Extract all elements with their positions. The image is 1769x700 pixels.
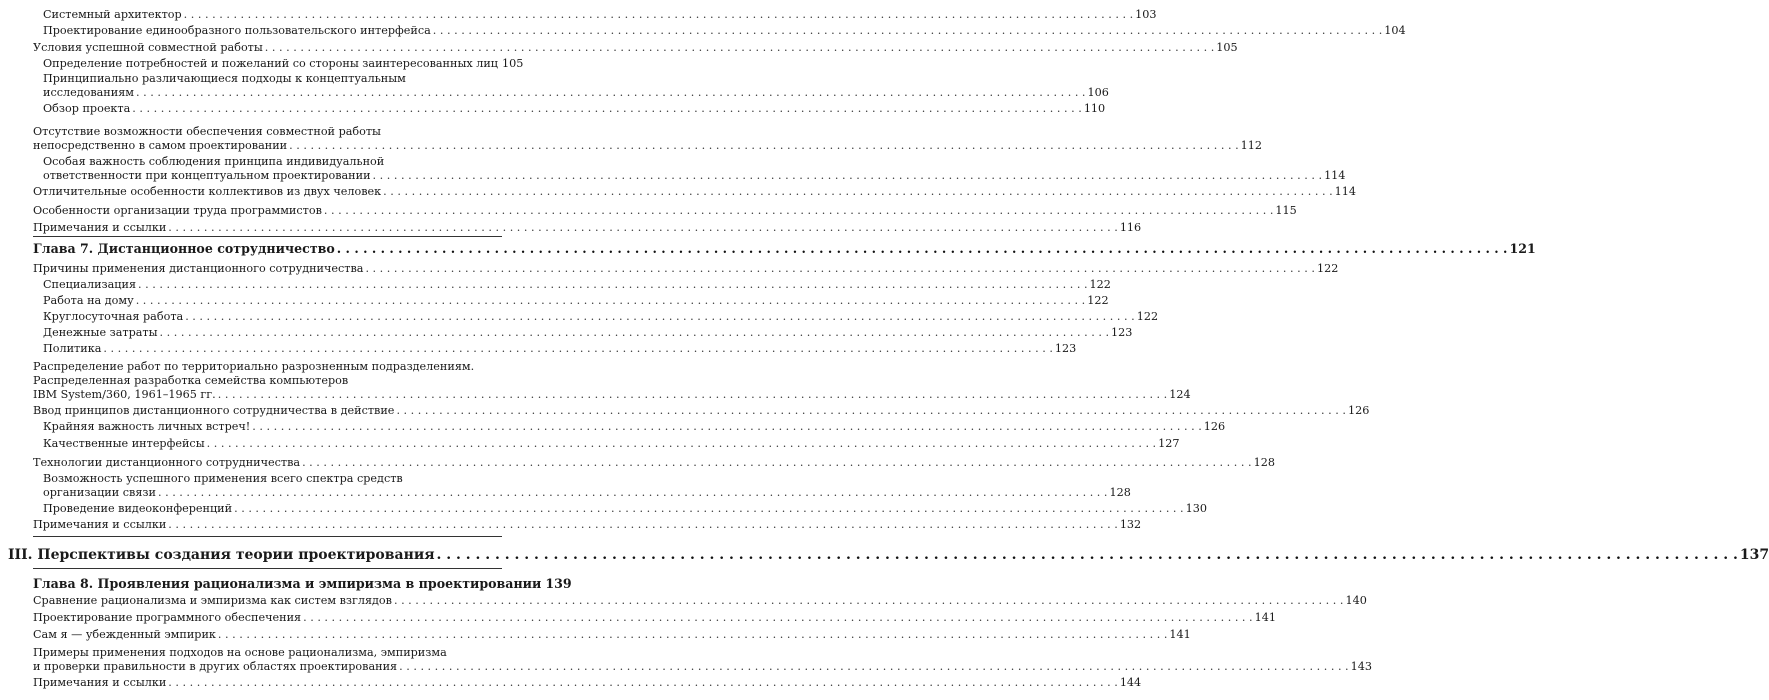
toc-subsection-entry[interactable] bbox=[0, 310, 1159, 324]
toc-entry-title-line: Возможность успешного применения всего спектра средств bbox=[43, 472, 403, 485]
toc-page-number: 144 bbox=[1119, 676, 1142, 689]
dot-leader bbox=[324, 204, 1274, 218]
toc-entry-row bbox=[43, 420, 1226, 434]
toc-page-number: 122 bbox=[1136, 310, 1159, 323]
toc-entry-row bbox=[33, 518, 1142, 532]
toc-section-entry[interactable] bbox=[0, 594, 1367, 608]
toc-entry-title: Условия успешной совместной работы bbox=[33, 41, 263, 54]
toc-entry-title-line: Принципиально различающиеся подходы к концептуальным bbox=[43, 72, 406, 85]
toc-entry-title: Проектирование единообразного пользовательского интерфейса bbox=[43, 24, 431, 37]
toc-entry-title: организации связи bbox=[43, 486, 156, 499]
dot-leader bbox=[396, 404, 1346, 418]
toc-page-number: 124 bbox=[1169, 388, 1191, 401]
dot-leader bbox=[218, 388, 1168, 402]
toc-entry-row bbox=[33, 594, 1367, 608]
toc-page-number: 116 bbox=[1119, 221, 1142, 234]
toc-page-number: 128 bbox=[1109, 486, 1131, 499]
dot-leader bbox=[185, 310, 1135, 324]
toc-subsection-entry[interactable] bbox=[0, 420, 1226, 434]
toc-part-heading[interactable] bbox=[0, 546, 1769, 564]
toc-entry-title: исследованиям bbox=[43, 86, 134, 99]
toc-entry-title: Работа на дому bbox=[43, 294, 134, 307]
toc-page-number: 140 bbox=[1345, 594, 1367, 607]
dot-leader bbox=[265, 41, 1215, 55]
toc-page-number: 104 bbox=[1384, 24, 1406, 37]
dot-leader bbox=[365, 262, 1315, 276]
toc-entry-title: Особенности организации труда программистов bbox=[33, 204, 322, 217]
toc-subsection-entry[interactable] bbox=[0, 72, 1109, 100]
toc-entry-row bbox=[43, 8, 1157, 22]
toc-entry-title: III. Перспективы создания теории проектирования bbox=[8, 547, 435, 563]
toc-entry-row bbox=[33, 185, 1357, 199]
toc-entry-title: и проверки правильности в других областях проектирования bbox=[33, 660, 398, 673]
toc-section-entry[interactable] bbox=[0, 676, 1142, 690]
dot-leader bbox=[160, 326, 1110, 340]
toc-entry-title: Проведение видеоконференций bbox=[43, 502, 233, 515]
dot-leader bbox=[394, 594, 1344, 608]
toc-entry-title: Примечания и ссылки bbox=[33, 221, 167, 234]
toc-page-number: 127 bbox=[1158, 437, 1180, 450]
section-divider bbox=[33, 236, 502, 237]
toc-subsection-entry[interactable] bbox=[0, 24, 1406, 38]
dot-leader bbox=[218, 628, 1168, 642]
toc-page-number: 123 bbox=[1111, 326, 1133, 339]
toc-section-entry[interactable] bbox=[0, 221, 1142, 235]
toc-entry-title: Сравнение рационализма и эмпиризма как систем взглядов bbox=[33, 594, 392, 607]
toc-page-number: 126 bbox=[1347, 404, 1370, 417]
toc-entry-row bbox=[33, 628, 1191, 642]
toc-page-number: 122 bbox=[1089, 278, 1111, 291]
toc-entry-title-line: Отсутствие возможности обеспечения совместной работы bbox=[33, 125, 381, 138]
toc-page-number: 114 bbox=[1324, 169, 1346, 182]
dot-leader bbox=[373, 169, 1323, 183]
toc-entry-title: Примечания и ссылки bbox=[33, 518, 167, 531]
toc-entry-title: Определение потребностей и пожеланий со стороны заинтересованных лиц bbox=[43, 57, 498, 70]
toc-page-number: 130 bbox=[1185, 502, 1207, 515]
toc-section-entry[interactable] bbox=[0, 41, 1238, 55]
dot-leader bbox=[433, 24, 1383, 38]
toc-page-number: 137 bbox=[1739, 547, 1769, 563]
toc-entry-title: Глава 8. Проявления рационализма и эмпиризма в проектировании bbox=[33, 576, 542, 591]
dot-leader bbox=[184, 8, 1134, 22]
toc-section-entry[interactable] bbox=[0, 360, 1191, 402]
dot-leader bbox=[138, 278, 1088, 292]
toc-entry-title: Отличительные особенности коллективов из двух человек bbox=[33, 185, 382, 198]
toc-entry-row bbox=[33, 41, 1238, 55]
toc-section-entry[interactable] bbox=[0, 185, 1357, 199]
dot-leader bbox=[302, 456, 1252, 470]
dot-leader bbox=[383, 185, 1333, 199]
toc-entry-title: Крайняя важность личных встреч! bbox=[43, 420, 251, 433]
toc-page-number: 112 bbox=[1240, 139, 1262, 152]
toc-page-number: 105 bbox=[1216, 41, 1238, 54]
toc-section-entry[interactable] bbox=[0, 518, 1142, 532]
toc-entry-row bbox=[43, 502, 1207, 516]
dot-leader bbox=[168, 676, 1118, 690]
toc-subsection-entry[interactable] bbox=[0, 342, 1077, 356]
toc-entry-row bbox=[33, 221, 1142, 235]
toc-section-entry[interactable] bbox=[0, 125, 1262, 153]
toc-section-entry[interactable] bbox=[0, 404, 1370, 418]
toc-page-number: 122 bbox=[1087, 294, 1109, 307]
toc-entry-row bbox=[43, 278, 1111, 292]
toc-entry-title: Круглосуточная работа bbox=[43, 310, 184, 323]
dot-leader bbox=[303, 611, 1253, 625]
toc-entry-title: Качественные интерфейсы bbox=[43, 437, 205, 450]
toc-entry-row bbox=[33, 660, 1372, 674]
toc-entry-row bbox=[43, 342, 1077, 356]
dot-leader bbox=[252, 420, 1202, 434]
toc-entry-row bbox=[43, 310, 1159, 324]
toc-entry-row bbox=[43, 169, 1346, 183]
toc-entry-title: непосредственно в самом проектировании bbox=[33, 139, 288, 152]
toc-entry-title: Политика bbox=[43, 342, 102, 355]
dot-leader bbox=[136, 294, 1086, 308]
toc-entry-row bbox=[43, 86, 1109, 100]
toc-page-number: 115 bbox=[1275, 204, 1297, 217]
toc-entry-title-line: Распределенная разработка семейства компьютеров bbox=[33, 374, 349, 387]
toc-subsection-entry[interactable] bbox=[0, 278, 1111, 292]
toc-section-entry[interactable] bbox=[0, 204, 1297, 218]
dot-leader bbox=[437, 546, 1738, 564]
toc-entry-row bbox=[33, 676, 1142, 690]
toc-page-number: 126 bbox=[1203, 420, 1226, 433]
toc-entry-row bbox=[33, 404, 1370, 418]
toc-subsection-entry[interactable] bbox=[0, 472, 1131, 500]
toc-entry-row bbox=[33, 204, 1297, 218]
toc-entry-title: Примечания и ссылки bbox=[33, 676, 167, 689]
toc-entry-title: ответственности при концептуальном проектировании bbox=[43, 169, 371, 182]
toc-section-entry[interactable] bbox=[0, 628, 1191, 642]
section-divider bbox=[33, 568, 502, 569]
toc-subsection-entry[interactable] bbox=[0, 8, 1157, 22]
dot-leader bbox=[337, 241, 1508, 257]
toc-entry-title: Обзор проекта bbox=[43, 102, 131, 115]
toc-subsection-entry[interactable] bbox=[0, 57, 524, 71]
toc-entry-row bbox=[33, 611, 1276, 625]
dot-leader bbox=[103, 342, 1053, 356]
toc-entry-row bbox=[33, 139, 1262, 153]
toc-entry-title: Проектирование программного обеспечения bbox=[33, 611, 302, 624]
section-divider bbox=[33, 536, 502, 537]
toc-entry-title-line: Особая важность соблюдения принципа индивидуальной bbox=[43, 155, 385, 168]
toc-chapter-heading[interactable] bbox=[0, 241, 1536, 257]
toc-entry-row bbox=[43, 326, 1133, 340]
dot-leader bbox=[234, 502, 1184, 516]
toc-page-number: 141 bbox=[1169, 628, 1191, 641]
toc-section-entry[interactable] bbox=[0, 456, 1275, 470]
toc-entry-row bbox=[43, 486, 1131, 500]
dot-leader bbox=[207, 437, 1157, 451]
toc-subsection-entry[interactable] bbox=[0, 502, 1207, 516]
toc-page-number: 139 bbox=[545, 576, 572, 591]
toc-page-number: 106 bbox=[1087, 86, 1109, 99]
toc-entry-row bbox=[33, 262, 1339, 276]
toc-entry-title: Ввод принципов дистанционного сотрудничества в действие bbox=[33, 404, 395, 417]
toc-entry-title: Денежные затраты bbox=[43, 326, 158, 339]
toc-page-number: 122 bbox=[1316, 262, 1339, 275]
toc-entry-row bbox=[33, 241, 1536, 257]
toc-subsection-entry[interactable] bbox=[0, 326, 1133, 340]
toc-page-number: 121 bbox=[1509, 241, 1536, 256]
toc-entry-row bbox=[43, 24, 1406, 38]
toc-page-number: 132 bbox=[1119, 518, 1142, 531]
toc-page-number: 105 bbox=[501, 57, 524, 70]
toc-page-number: 141 bbox=[1254, 611, 1276, 624]
toc-page-number: 143 bbox=[1350, 660, 1372, 673]
toc-section-entry[interactable] bbox=[0, 611, 1276, 625]
toc-entry-row bbox=[43, 102, 1106, 116]
dot-leader bbox=[136, 86, 1086, 100]
toc-entry-row bbox=[8, 546, 1769, 564]
toc-page-number: 110 bbox=[1083, 102, 1106, 115]
dot-leader bbox=[158, 486, 1108, 500]
toc-page-number: 123 bbox=[1054, 342, 1077, 355]
toc-entry-row bbox=[43, 294, 1109, 308]
toc-entry-row bbox=[43, 57, 524, 71]
dot-leader bbox=[168, 221, 1118, 235]
toc-entry-row bbox=[33, 576, 572, 592]
toc-entry-title: Технологии дистанционного сотрудничества bbox=[33, 456, 301, 469]
toc-entry-title: Сам я — убежденный эмпирик bbox=[33, 628, 216, 641]
toc-page-number: 128 bbox=[1253, 456, 1275, 469]
toc-entry-title: Глава 7. Дистанционное сотрудничество bbox=[33, 241, 335, 256]
toc-subsection-entry[interactable] bbox=[0, 102, 1106, 116]
toc-entry-row bbox=[33, 456, 1275, 470]
toc-entry-title: Причины применения дистанционного сотрудничества bbox=[33, 262, 364, 275]
toc-entry-title-line: Примеры применения подходов на основе рационализма, эмпиризма bbox=[33, 646, 447, 659]
dot-leader bbox=[132, 102, 1082, 116]
toc-chapter-heading[interactable] bbox=[0, 576, 572, 592]
toc-section-entry[interactable] bbox=[0, 262, 1339, 276]
toc-subsection-entry[interactable] bbox=[0, 294, 1109, 308]
toc-entry-title: IBM System/360, 1961–1965 гг. bbox=[33, 388, 216, 401]
toc-entry-row bbox=[43, 437, 1180, 451]
toc-page-number: 103 bbox=[1135, 8, 1157, 21]
toc-entry-title-line: Распределение работ по территориально разрозненным подразделениям. bbox=[33, 360, 475, 373]
toc-subsection-entry[interactable] bbox=[0, 437, 1180, 451]
dot-leader bbox=[289, 139, 1239, 153]
toc-section-entry[interactable] bbox=[0, 646, 1372, 674]
toc-entry-title: Системный архитектор bbox=[43, 8, 182, 21]
dot-leader bbox=[399, 660, 1349, 674]
toc-page-number: 114 bbox=[1334, 185, 1357, 198]
toc-entry-title: Специализация bbox=[43, 278, 137, 291]
toc-entry-row bbox=[33, 388, 1191, 402]
toc-subsection-entry[interactable] bbox=[0, 155, 1346, 183]
dot-leader bbox=[168, 518, 1118, 532]
